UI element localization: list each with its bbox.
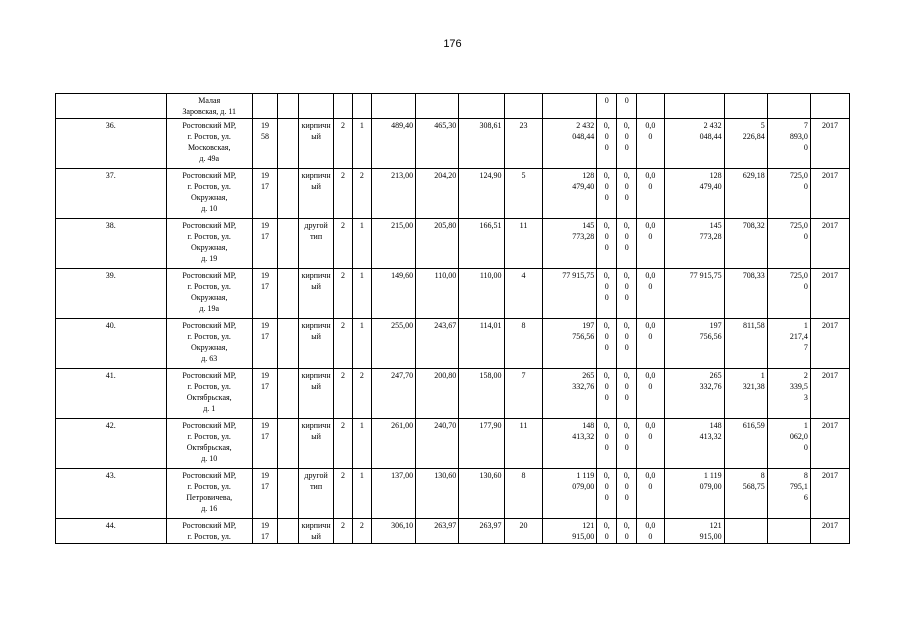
cell-residents: 23: [504, 119, 543, 169]
cell-cost-total: 1 119 079,00: [543, 469, 597, 519]
cell-c14: 0,0 0: [637, 469, 664, 519]
cell-c13: 0, 0 0: [617, 369, 637, 419]
cell-year: 19 17: [252, 269, 277, 319]
cell-address: Ростовский МР, г. Ростов, ул. Октябрьская, д. 1: [166, 369, 252, 419]
cell-c16: [724, 519, 767, 544]
cell-address: Ростовский МР, г. Ростов, ул.: [166, 519, 252, 544]
cell-year-plan: 2017: [810, 319, 849, 369]
cell-material: другой тип: [299, 219, 334, 269]
cell-cost-total: 197 756,56: [543, 319, 597, 369]
cell-c12: 0, 0 0: [597, 319, 617, 369]
cell-area3: 263,97: [459, 519, 504, 544]
cell-c15: 1 119 079,00: [664, 469, 724, 519]
cell-year: 19 17: [252, 319, 277, 369]
cell-address: Ростовский МР, г. Ростов, ул. Окружная, д. 19: [166, 219, 252, 269]
cell-c17: [767, 519, 810, 544]
cell-entrances: 1: [352, 419, 371, 469]
cell-material: другой тип: [299, 469, 334, 519]
cell-total-area: 137,00: [371, 469, 415, 519]
cell-entrances: 1: [352, 119, 371, 169]
cell-entrances: 1: [352, 319, 371, 369]
cell-c12: 0: [597, 94, 617, 119]
cell-cost-total: 128 479,40: [543, 169, 597, 219]
cell-residents: 4: [504, 269, 543, 319]
cell-material: кирпичн ый: [299, 319, 334, 369]
cell-year-plan: 2017: [810, 469, 849, 519]
cell-c16: 708,33: [724, 269, 767, 319]
cell-residents: 8: [504, 319, 543, 369]
cell-area3: 124,90: [459, 169, 504, 219]
cell-empty: [278, 269, 299, 319]
cell-c12: 0, 0 0: [597, 369, 617, 419]
cell-residents: 7: [504, 369, 543, 419]
cell-c16: 708,32: [724, 219, 767, 269]
cell-c12: 0, 0 0: [597, 169, 617, 219]
cell-empty: [278, 169, 299, 219]
cell-area3: 130,60: [459, 469, 504, 519]
cell-cost-total: 265 332,76: [543, 369, 597, 419]
table-row: [56, 219, 850, 269]
cell-address: Малая Заровская, д. 11: [166, 94, 252, 119]
cell-area3: 177,90: [459, 419, 504, 469]
cell-c13: 0: [617, 94, 637, 119]
cell-c13: 0, 0 0: [617, 219, 637, 269]
cell-no: 44.: [56, 519, 167, 544]
cell-c13: 0, 0 0: [617, 419, 637, 469]
cell-entrances: 2: [352, 369, 371, 419]
table-row: [56, 94, 850, 119]
cell-no: [56, 94, 167, 119]
cell-no: 43.: [56, 469, 167, 519]
cell-c12: 0, 0 0: [597, 419, 617, 469]
cell-c17: 725,0 0: [767, 219, 810, 269]
cell-total-area: 306,10: [371, 519, 415, 544]
cell-c17: 8 795,1 6: [767, 469, 810, 519]
cell-empty: [278, 119, 299, 169]
cell-address: Ростовский МР, г. Ростов, ул. Окружная, д. 10: [166, 169, 252, 219]
cell-c15: 2 432 048,44: [664, 119, 724, 169]
cell-c15: 77 915,75: [664, 269, 724, 319]
cell-area2: 110,00: [416, 269, 459, 319]
page-number: 176: [443, 38, 462, 50]
cell-c17: 725,0 0: [767, 169, 810, 219]
cell-year: 19 17: [252, 169, 277, 219]
cell-empty: [278, 219, 299, 269]
cell-empty: [278, 519, 299, 544]
cell-floors: 2: [333, 319, 352, 369]
cell-address: Ростовский МР, г. Ростов, ул. Петровичева, д. 16: [166, 469, 252, 519]
table-row: [56, 369, 850, 419]
cell-residents: 11: [504, 419, 543, 469]
cell-c15: 148 413,32: [664, 419, 724, 469]
cell-cost-total: 2 432 048,44: [543, 119, 597, 169]
cell-c12: 0, 0 0: [597, 269, 617, 319]
cell-residents: 5: [504, 169, 543, 219]
cell-empty: [278, 369, 299, 419]
cell-empty: [278, 469, 299, 519]
cell-material: кирпичн ый: [299, 119, 334, 169]
cell-area3: 308,61: [459, 119, 504, 169]
cell-cost-total: 145 773,28: [543, 219, 597, 269]
housing-table: [55, 93, 850, 544]
cell-area3: 114,01: [459, 319, 504, 369]
cell-no: 38.: [56, 219, 167, 269]
cell-c14: 0,0 0: [637, 369, 664, 419]
cell-c15: 128 479,40: [664, 169, 724, 219]
cell-entrances: 2: [352, 169, 371, 219]
cell-material: кирпичн ый: [299, 519, 334, 544]
cell-c16: 5 226,84: [724, 119, 767, 169]
cell-c16: 1 321,38: [724, 369, 767, 419]
cell-floors: 2: [333, 469, 352, 519]
cell-c16: 616,59: [724, 419, 767, 469]
cell-c16: 811,58: [724, 319, 767, 369]
cell-c12: 0, 0 0: [597, 469, 617, 519]
cell-floors: 2: [333, 419, 352, 469]
cell-total-area: 255,00: [371, 319, 415, 369]
table-row: [56, 469, 850, 519]
cell-no: 40.: [56, 319, 167, 369]
cell-empty: [278, 319, 299, 369]
table-row: [56, 119, 850, 169]
cell-c12: 0, 0: [597, 519, 617, 544]
cell-c17: 1 217,4 7: [767, 319, 810, 369]
cell-year: 19 17: [252, 419, 277, 469]
cell-total-area: 213,00: [371, 169, 415, 219]
cell-no: 39.: [56, 269, 167, 319]
cell-residents: 20: [504, 519, 543, 544]
cell-no: 36.: [56, 119, 167, 169]
cell-floors: 2: [333, 369, 352, 419]
cell-c15: 145 773,28: [664, 219, 724, 269]
cell-material: кирпичн ый: [299, 419, 334, 469]
cell-area2: 465,30: [416, 119, 459, 169]
cell-area2: 243,67: [416, 319, 459, 369]
cell-floors: 2: [333, 219, 352, 269]
cell-area2: 130,60: [416, 469, 459, 519]
cell-total-area: 149,60: [371, 269, 415, 319]
cell-material: кирпичн ый: [299, 369, 334, 419]
cell-year-plan: 2017: [810, 419, 849, 469]
cell-total-area: 489,40: [371, 119, 415, 169]
cell-year-plan: 2017: [810, 369, 849, 419]
cell-c13: 0, 0 0: [617, 119, 637, 169]
cell-entrances: 1: [352, 269, 371, 319]
cell-area3: 110,00: [459, 269, 504, 319]
cell-residents: 11: [504, 219, 543, 269]
cell-c16: 8 568,75: [724, 469, 767, 519]
table-row: [56, 319, 850, 369]
cell-c12: 0, 0 0: [597, 219, 617, 269]
cell-entrances: 2: [352, 519, 371, 544]
cell-residents: 8: [504, 469, 543, 519]
table-row: [56, 169, 850, 219]
cell-total-area: 215,00: [371, 219, 415, 269]
cell-floors: 2: [333, 519, 352, 544]
cell-area2: 263,97: [416, 519, 459, 544]
cell-c16: 629,18: [724, 169, 767, 219]
cell-total-area: 261,00: [371, 419, 415, 469]
cell-entrances: 1: [352, 219, 371, 269]
cell-total-area: 247,70: [371, 369, 415, 419]
cell-address: Ростовский МР, г. Ростов, ул. Московская, д. 49а: [166, 119, 252, 169]
cell-cost-total: 77 915,75: [543, 269, 597, 319]
cell-c12: 0, 0 0: [597, 119, 617, 169]
cell-floors: 2: [333, 169, 352, 219]
cell-year: 19 17: [252, 369, 277, 419]
cell-year-plan: 2017: [810, 269, 849, 319]
cell-year-plan: 2017: [810, 119, 849, 169]
cell-no: 42.: [56, 419, 167, 469]
cell-address: Ростовский МР, г. Ростов, ул. Окружная, д. 19а: [166, 269, 252, 319]
cell-c17: 725,0 0: [767, 269, 810, 319]
cell-material: кирпичн ый: [299, 269, 334, 319]
cell-area3: 158,00: [459, 369, 504, 419]
cell-c17: 7 893,0 0: [767, 119, 810, 169]
cell-c13: 0, 0 0: [617, 169, 637, 219]
cell-c17: 1 062,0 0: [767, 419, 810, 469]
cell-year-plan: 2017: [810, 169, 849, 219]
table-body: [56, 94, 850, 544]
cell-c13: 0, 0 0: [617, 319, 637, 369]
cell-area2: 200,80: [416, 369, 459, 419]
cell-cost-total: 121 915,00: [543, 519, 597, 544]
cell-no: 37.: [56, 169, 167, 219]
cell-c14: 0,0 0: [637, 519, 664, 544]
cell-no: 41.: [56, 369, 167, 419]
cell-year: 19 58: [252, 119, 277, 169]
cell-c13: 0, 0: [617, 519, 637, 544]
table-row: [56, 419, 850, 469]
cell-cost-total: 148 413,32: [543, 419, 597, 469]
cell-c15: 197 756,56: [664, 319, 724, 369]
cell-year: 19 17: [252, 519, 277, 544]
cell-c15: 121 915,00: [664, 519, 724, 544]
table-row: [56, 519, 850, 544]
cell-area2: 240,70: [416, 419, 459, 469]
cell-area2: 205,80: [416, 219, 459, 269]
cell-address: Ростовский МР, г. Ростов, ул. Октябрьская, д. 10: [166, 419, 252, 469]
cell-year-plan: 2017: [810, 519, 849, 544]
cell-c17: 2 339,5 3: [767, 369, 810, 419]
cell-year: 19 17: [252, 469, 277, 519]
cell-material: кирпичн ый: [299, 169, 334, 219]
cell-year: 19 17: [252, 219, 277, 269]
cell-c14: 0,0 0: [637, 269, 664, 319]
cell-c14: 0,0 0: [637, 319, 664, 369]
cell-year-plan: 2017: [810, 219, 849, 269]
cell-area2: 204,20: [416, 169, 459, 219]
table-row: [56, 269, 850, 319]
cell-c13: 0, 0 0: [617, 469, 637, 519]
cell-address: Ростовский МР, г. Ростов, ул. Окружная, д. 63: [166, 319, 252, 369]
cell-c13: 0, 0 0: [617, 269, 637, 319]
cell-c15: 265 332,76: [664, 369, 724, 419]
cell-c14: 0,0 0: [637, 169, 664, 219]
cell-c14: 0,0 0: [637, 119, 664, 169]
cell-entrances: 1: [352, 469, 371, 519]
cell-empty: [278, 419, 299, 469]
cell-c14: 0,0 0: [637, 219, 664, 269]
cell-c14: 0,0 0: [637, 419, 664, 469]
cell-floors: 2: [333, 269, 352, 319]
cell-floors: 2: [333, 119, 352, 169]
cell-area3: 166,51: [459, 219, 504, 269]
